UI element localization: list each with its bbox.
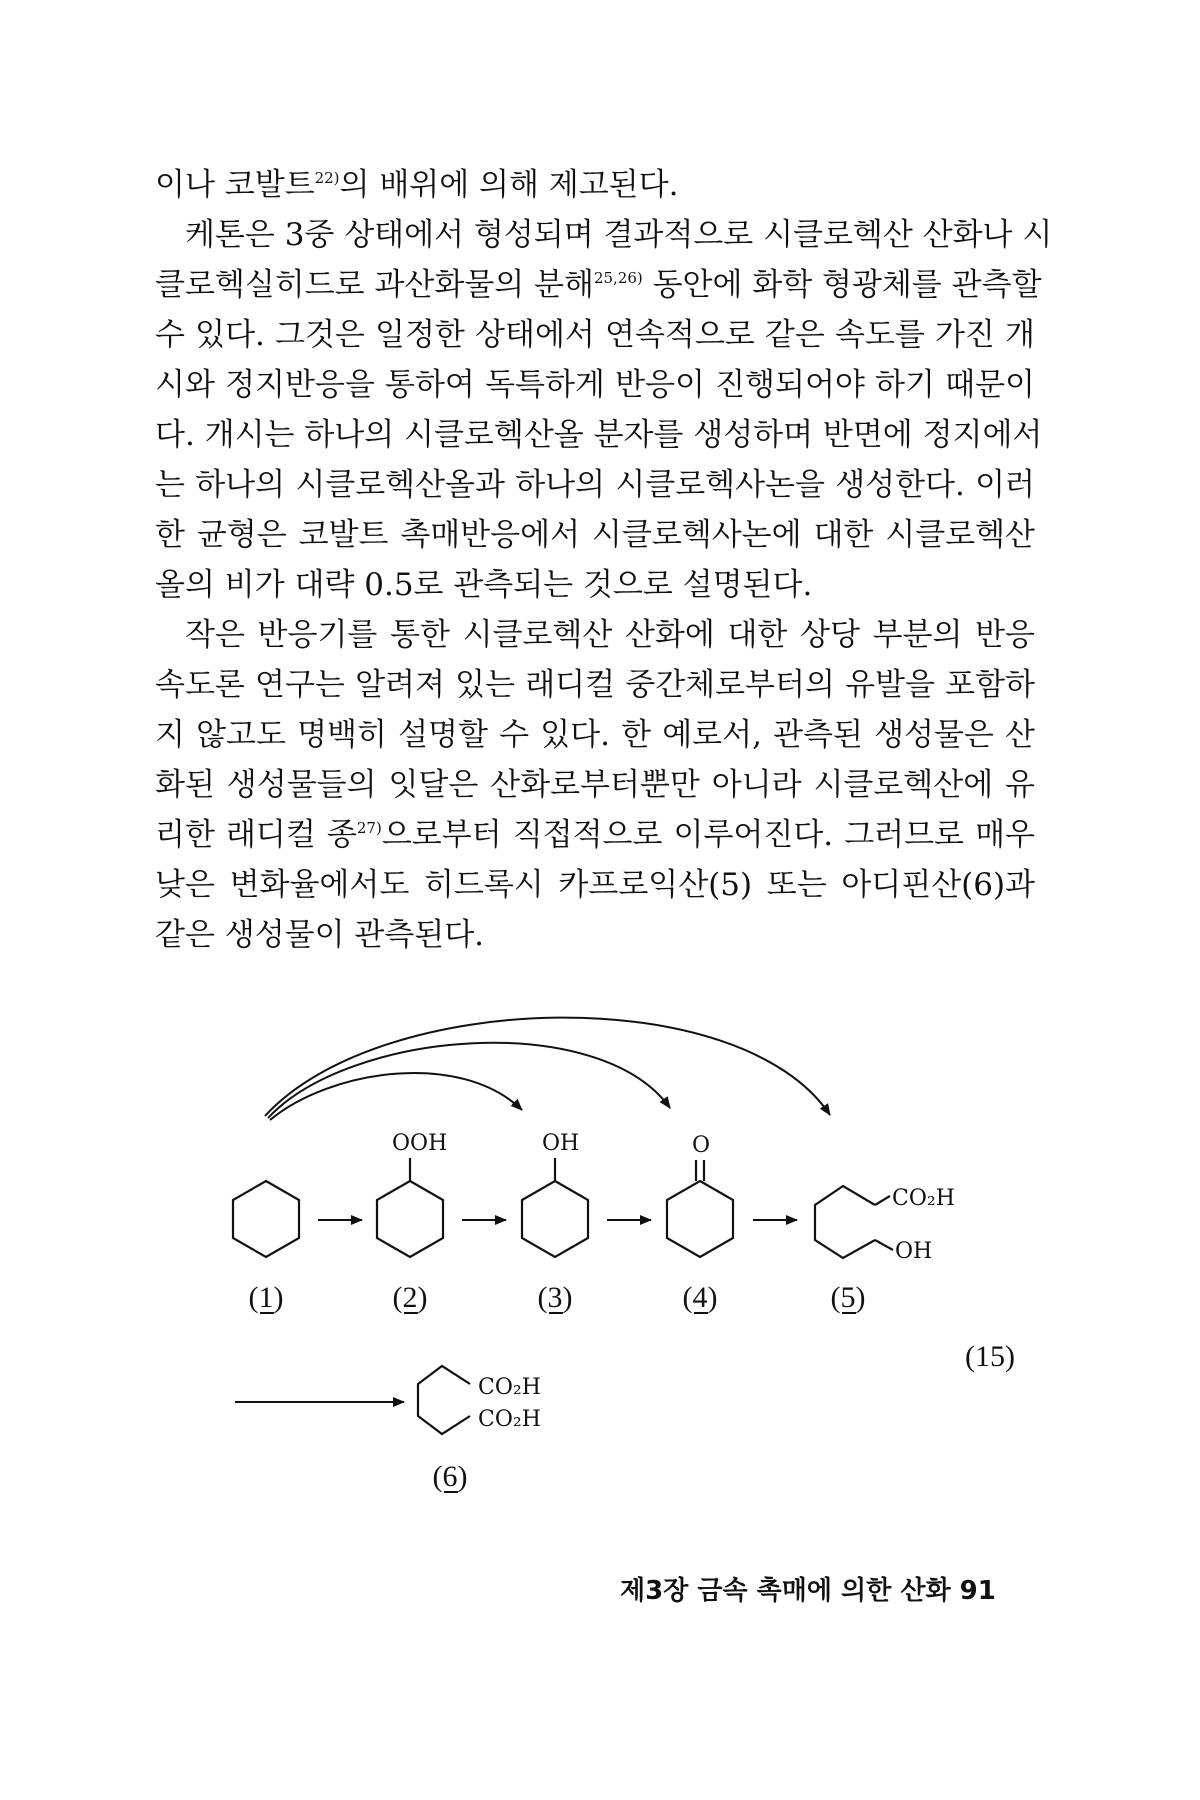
text-line: 시와 정지반응을 통하여 독특하게 반응이 진행되어야 하기 때문이 bbox=[155, 367, 1035, 403]
cyclohexane-1 bbox=[233, 1181, 299, 1257]
label-co2h-6a: CO₂H bbox=[478, 1375, 541, 1400]
text-line: 작은 반응기를 통한 시클로헥산 산화에 대한 상당 부분의 반응 bbox=[185, 617, 1035, 653]
page-footer: 제3장 금속 촉매에 의한 산화 91 bbox=[620, 1576, 996, 1606]
text-line: 속도론 연구는 알려져 있는 래디컬 중간체로부터의 유발을 포함하 bbox=[155, 667, 1035, 703]
label-co2h-6b: CO₂H bbox=[478, 1407, 541, 1432]
text-line: 는 하나의 시클로헥산올과 하나의 시클로헥사논을 생성한다. 이러 bbox=[155, 467, 1035, 503]
text-line: 이나 코발트$^{22)}$의 배위에 의해 제고된다. bbox=[155, 167, 679, 203]
label-oh: OH bbox=[542, 1131, 580, 1156]
text-line: 올의 비가 대략 0.5로 관측되는 것으로 설명된다. bbox=[155, 567, 813, 603]
equation-number: (15) bbox=[965, 1340, 1015, 1373]
compound-label-6: (6) bbox=[432, 1460, 468, 1493]
compound-label-3: (3) bbox=[537, 1281, 573, 1314]
label-oh-5: OH bbox=[895, 1239, 933, 1264]
text-line: 같은 생성물이 관측된다. bbox=[155, 917, 485, 953]
text-line: 한 균형은 코발트 촉매반응에서 시클로헥사논에 대한 시클로헥산 bbox=[155, 517, 1035, 553]
reference-superscript: 22) bbox=[314, 169, 340, 187]
text-line: 수 있다. 그것은 일정한 상태에서 연속적으로 같은 속도를 가진 개 bbox=[155, 317, 1035, 353]
reference-superscript: 27) bbox=[356, 819, 382, 837]
text-line: 리한 래디컬 종$^{27)}$으로부터 직접적으로 이루어진다. 그러므로 매우 bbox=[155, 817, 1035, 853]
compound-label-1: (1) bbox=[248, 1281, 284, 1314]
cyclohexanone-4 bbox=[667, 1181, 733, 1257]
text-line: 다. 개시는 하나의 시클로헥산올 분자를 생성하며 반면에 정지에서 bbox=[155, 417, 1043, 453]
compound-label-5: (5) bbox=[830, 1281, 866, 1314]
label-o: O bbox=[692, 1133, 711, 1158]
compound-label-2: (2) bbox=[392, 1281, 428, 1314]
text-line: 낮은 변화율에서도 히드록시 카프로익산(5) 또는 아디핀산(6)과 bbox=[155, 867, 1035, 903]
text-line: 클로헥실히드로 과산화물의 분해$^{25,26)}$ 동안에 화학 형광체를 관측할 bbox=[155, 267, 1042, 303]
curved-arrows bbox=[265, 1018, 830, 1120]
hydroxycaproic-acid-5 bbox=[815, 1186, 875, 1258]
hydroperoxide-2 bbox=[377, 1181, 443, 1257]
adipic-acid-6 bbox=[418, 1366, 470, 1434]
label-ooh: OOH bbox=[392, 1131, 448, 1156]
label-co2h-5: CO₂H bbox=[892, 1186, 955, 1211]
compound-label-4: (4) bbox=[682, 1281, 718, 1314]
text-line: 화된 생성물들의 잇달은 산화로부터뿐만 아니라 시클로헥산에 유 bbox=[155, 767, 1035, 803]
text-line: 케톤은 3중 상태에서 형성되며 결과적으로 시클로헥산 산화나 시 bbox=[185, 217, 1053, 253]
reference-superscript: 25,26) bbox=[593, 269, 643, 287]
text-line: 지 않고도 명백히 설명할 수 있다. 한 예로서, 관측된 생성물은 산 bbox=[155, 717, 1035, 753]
cyclohexanol-3 bbox=[522, 1181, 588, 1257]
